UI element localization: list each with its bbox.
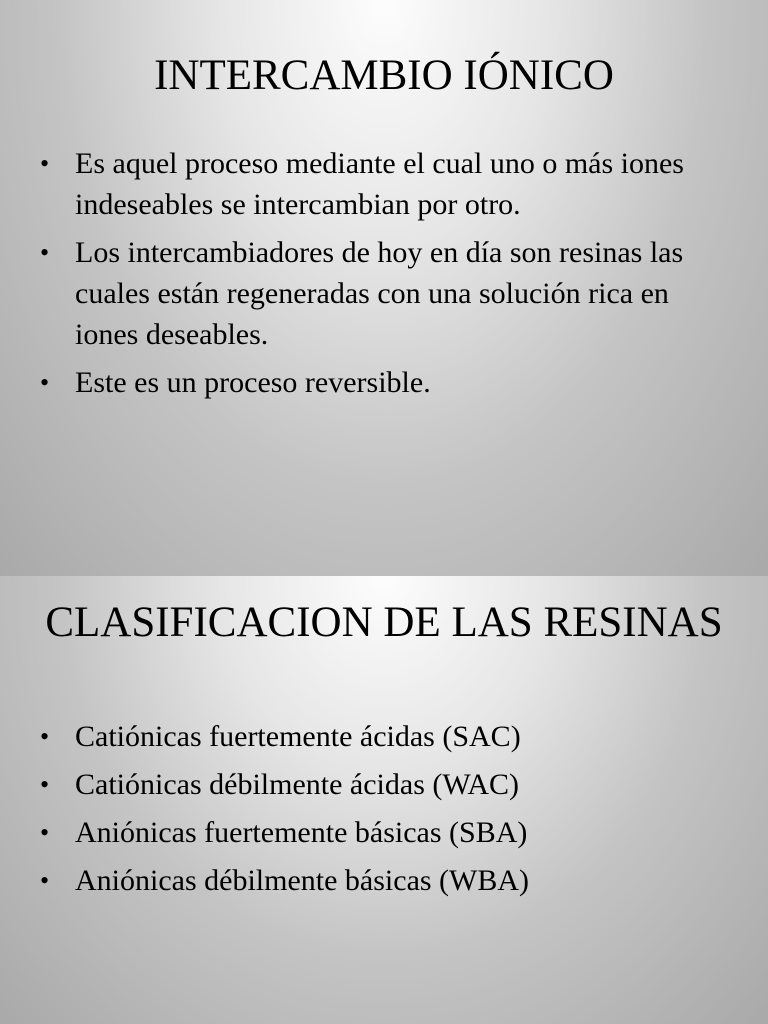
bullet-icon: • (40, 818, 50, 847)
bullet-item (40, 143, 730, 225)
bullet-list (40, 143, 730, 410)
bullet-text: Los intercambiadores de hoy en día son resinas las cuales están regeneradas con una solución rica en iones deseables. (75, 236, 684, 351)
slide-clasificacion-resinas (0, 576, 768, 1024)
bullet-text: Es aquel proceso mediante el cual uno o más iones indeseables se intercambian por otro. (75, 147, 684, 221)
bullet-text: Este es un proceso reversible. (75, 366, 431, 399)
bullet-item (40, 860, 730, 901)
bullet-item (40, 362, 730, 403)
bullet-item (40, 716, 730, 757)
bullet-item (40, 812, 730, 853)
bullet-icon: • (40, 722, 50, 751)
bullet-text: Aniónicas fuertemente básicas (SBA) (75, 816, 528, 849)
bullet-list (40, 716, 730, 908)
bullet-text: Aniónicas débilmente básicas (WBA) (75, 864, 530, 897)
bullet-item (40, 232, 730, 355)
bullet-text: Catiónicas débilmente ácidas (WAC) (75, 768, 520, 801)
bullet-icon: • (40, 149, 50, 178)
bullet-icon: • (40, 866, 50, 895)
bullet-icon: • (40, 238, 50, 267)
bullet-item (40, 764, 730, 805)
slide-title: CLASIFICACION DE LAS RESINAS (45, 599, 723, 646)
slide-title: INTERCAMBIO IÓNICO (154, 52, 614, 99)
bullet-text: Catiónicas fuertemente ácidas (SAC) (75, 720, 521, 753)
bullet-icon: • (40, 368, 50, 397)
bullet-icon: • (40, 770, 50, 799)
